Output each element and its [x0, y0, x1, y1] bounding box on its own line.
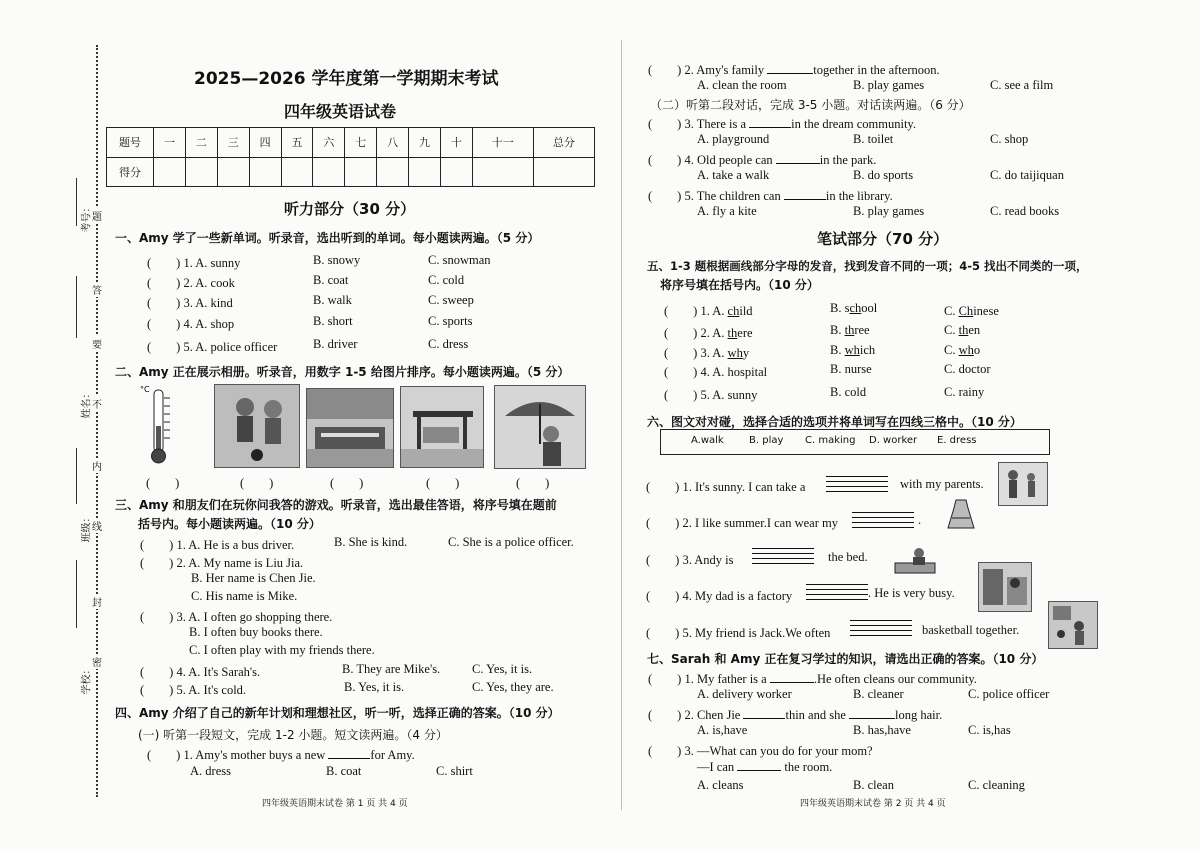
- answer-blank[interactable]: [770, 671, 814, 683]
- picture-family-walk: [998, 462, 1048, 506]
- listening-section-title: 听力部分（30 分）: [284, 200, 416, 218]
- score-cell: 五: [281, 128, 313, 158]
- s2-title: 二、Amy 正在展示相册。听录音，用数字 1-5 给图片排序。每小题读两遍。（5 分）: [115, 365, 570, 379]
- score-input-cell[interactable]: [249, 157, 281, 187]
- score-input-cell[interactable]: [313, 157, 345, 187]
- four-line-grid[interactable]: [826, 476, 888, 492]
- answer-blank[interactable]: [784, 188, 826, 200]
- s4-q3-text-after: in the dream community.: [791, 117, 916, 131]
- s4-q1-b[interactable]: B. coat: [326, 764, 362, 778]
- s6-q4: ( ) 4. My dad is a factory: [646, 589, 793, 603]
- s1-q5[interactable]: ( ) 5. A. police officer: [147, 340, 278, 354]
- picture-basketball: [1048, 601, 1098, 649]
- s2-answer-paren[interactable]: ( ): [330, 476, 364, 490]
- s6-q1-after: with my parents.: [900, 477, 984, 491]
- s4-q3-b[interactable]: B. toilet: [853, 132, 894, 146]
- s5-q4-b[interactable]: B. nurse: [830, 362, 872, 376]
- s7-q1[interactable]: [648, 669, 977, 687]
- score-input-cell[interactable]: [409, 157, 441, 187]
- s4-part1: (一) 听第一段短文，完成 1-2 小题。短文读两遍。（4 分）: [138, 728, 448, 742]
- score-input-cell[interactable]: [154, 157, 186, 187]
- s4-q4[interactable]: [648, 150, 876, 168]
- s7-q1-a[interactable]: A. delivery worker: [697, 687, 792, 701]
- s4-q3-text: ( ) 3. There is a: [648, 117, 747, 131]
- thermo-unit: °C: [140, 385, 150, 394]
- s4-q2-c[interactable]: C. see a film: [990, 78, 1054, 92]
- s4-q4-text-after: in the park.: [819, 153, 877, 167]
- s3-q4-c[interactable]: C. Yes, it is.: [472, 662, 533, 676]
- s1-q5-c[interactable]: C. dress: [428, 337, 469, 351]
- s6-option: A.walk: [691, 435, 724, 446]
- s1-q2-c[interactable]: C. cold: [428, 273, 465, 287]
- s6-q3: ( ) 3. Andy is: [646, 553, 734, 567]
- seal-char: 密: [92, 654, 102, 669]
- s7-q2-b[interactable]: B. has,have: [853, 723, 911, 737]
- exam-subtitle: 四年级英语试卷: [284, 102, 397, 121]
- s4-q4-b[interactable]: B. do sports: [853, 168, 914, 182]
- s4-q5-text: ( ) 5. The children can: [648, 189, 781, 203]
- s7-q1-text: ( ) 1. My father is a: [648, 672, 767, 686]
- answer-blank[interactable]: [849, 707, 895, 719]
- score-cell: 十: [440, 128, 472, 158]
- s5-q5-c[interactable]: C. rainy: [944, 385, 985, 399]
- answer-blank[interactable]: [776, 152, 820, 164]
- s4-q4-a[interactable]: A. take a walk: [697, 168, 770, 182]
- photo-kids-playing-football: [214, 384, 300, 468]
- s4-q5-a[interactable]: A. fly a kite: [697, 204, 757, 218]
- s1-title: 一、Amy 学了一些新单词。听录音，选出听到的单词。每小题读两遍。（5 分）: [115, 231, 540, 245]
- s5-q2-c[interactable]: C. then: [944, 323, 981, 337]
- s3-q1-c[interactable]: C. She is a police officer.: [448, 535, 574, 549]
- s7-q3-line2-after: the room.: [784, 760, 833, 774]
- score-cell: 八: [377, 128, 409, 158]
- s5-q3-b[interactable]: B. which: [830, 343, 876, 357]
- s4-q1[interactable]: [147, 745, 415, 763]
- answer-blank[interactable]: [743, 707, 785, 719]
- score-table: [106, 127, 595, 187]
- s5-q1-c[interactable]: C. Chinese: [944, 304, 999, 318]
- s4-q1-text-after: for Amy.: [370, 748, 415, 762]
- score-input-cell[interactable]: [217, 157, 249, 187]
- s5-q1-b[interactable]: B. school: [830, 301, 878, 315]
- s3-q5-b[interactable]: B. Yes, it is.: [344, 680, 405, 694]
- s5-title-line1: 五、1-3 题根据画线部分字母的发音，找到发音不同的一项；4-5 找出不同类的一项，: [647, 259, 1088, 273]
- s1-q4-c[interactable]: C. sports: [428, 314, 473, 328]
- four-line-grid[interactable]: [850, 620, 912, 636]
- seal-char: 封: [92, 594, 102, 609]
- picture-dress: [944, 498, 978, 530]
- s7-q3-a[interactable]: A. cleans: [697, 778, 744, 792]
- s7-q2-text-after: long hair.: [895, 708, 943, 722]
- s5-q4[interactable]: ( ) 4. A. hospital: [664, 365, 768, 379]
- s1-q2[interactable]: ( ) 2. A. cook: [147, 276, 235, 290]
- score-input-cell[interactable]: [533, 157, 594, 187]
- s6-option: B. play: [749, 435, 784, 446]
- s1-q3-b[interactable]: B. walk: [313, 293, 352, 307]
- s3-q1[interactable]: ( ) 1. A. He is a bus driver.: [140, 538, 295, 552]
- score-cell: 总分: [533, 128, 594, 158]
- s4-q2-a[interactable]: A. clean the room: [697, 78, 787, 92]
- four-line-grid[interactable]: [806, 584, 868, 600]
- s4-q2[interactable]: [648, 60, 940, 78]
- s5-q2[interactable]: ( ) 2. A. there: [664, 326, 753, 340]
- score-cell: 四: [249, 128, 281, 158]
- s7-q3-line2-text: —I can: [697, 760, 735, 774]
- s6-title: 六、图文对对碰，选择合适的选项并将单词写在四线三格中。（10 分）: [647, 415, 1022, 429]
- side-line-4: [76, 560, 77, 628]
- s4-q2-text-after: together in the afternoon.: [813, 63, 940, 77]
- s1-q3[interactable]: ( ) 3. A. kind: [147, 296, 233, 310]
- picture-factory-worker: [978, 562, 1032, 612]
- s4-q4-text: ( ) 4. Old people can: [648, 153, 773, 167]
- s4-q3-c[interactable]: C. shop: [990, 132, 1029, 146]
- photo-bus-stop: [400, 386, 484, 468]
- s1-q1[interactable]: ( ) 1. A. sunny: [147, 256, 241, 270]
- s6-options-box: [660, 429, 1050, 455]
- s5-q5[interactable]: ( ) 5. A. sunny: [664, 388, 758, 402]
- seal-char: 答: [92, 282, 102, 297]
- s1-q3-c[interactable]: C. sweep: [428, 293, 474, 307]
- s6-q3-after: the bed.: [828, 550, 868, 564]
- score-cell: 九: [409, 128, 441, 158]
- s7-q3-b[interactable]: B. clean: [853, 778, 894, 792]
- s3-title-line1: 三、Amy 和朋友们在玩你问我答的游戏。听录音，选出最佳答语，将序号填在题前: [115, 498, 557, 512]
- score-cell: 十一: [472, 128, 533, 158]
- score-table-score-row: [107, 157, 595, 187]
- s4-q3[interactable]: [648, 114, 916, 132]
- score-cell: 二: [185, 128, 217, 158]
- s2-answer-paren[interactable]: ( ): [146, 476, 180, 490]
- score-input-cell[interactable]: [281, 157, 313, 187]
- s4-q1-a[interactable]: A. dress: [190, 764, 231, 778]
- s3-q5-c[interactable]: C. Yes, they are.: [472, 680, 554, 694]
- seal-char: 要: [92, 336, 102, 351]
- page-divider: [621, 40, 622, 810]
- s6-q4-after: . He is very busy.: [868, 586, 955, 600]
- s3-q3-b[interactable]: B. I often buy books there.: [189, 625, 323, 639]
- answer-blank[interactable]: [737, 759, 781, 771]
- picture-making-bed: [893, 545, 937, 577]
- s7-q1-text-after: .He often cleans our community.: [813, 672, 977, 686]
- score-input-cell[interactable]: [377, 157, 409, 187]
- s5-q5-b[interactable]: B. cold: [830, 385, 867, 399]
- score-input-cell[interactable]: [472, 157, 533, 187]
- s3-q4-b[interactable]: B. They are Mike's.: [342, 662, 441, 676]
- s3-q2[interactable]: ( ) 2. A. My name is Liu Jia.: [140, 556, 304, 570]
- s7-q2[interactable]: [648, 705, 942, 723]
- s4-q5-c[interactable]: C. read books: [990, 204, 1060, 218]
- score-cell: 一: [154, 128, 186, 158]
- s4-q2-b[interactable]: B. play games: [853, 78, 925, 92]
- score-cell: 六: [313, 128, 345, 158]
- s4-q3-a[interactable]: A. playground: [697, 132, 770, 146]
- s1-q2-b[interactable]: B. coat: [313, 273, 349, 287]
- s6-q5-after: basketball together.: [922, 623, 1020, 637]
- s3-q3[interactable]: ( ) 3. A. I often go shopping there.: [140, 610, 333, 624]
- s7-q1-b[interactable]: B. cleaner: [853, 687, 904, 701]
- four-line-grid[interactable]: [752, 548, 814, 564]
- s3-q5[interactable]: ( ) 5. A. It's cold.: [140, 683, 247, 697]
- score-input-cell[interactable]: [440, 157, 472, 187]
- four-line-grid[interactable]: [852, 512, 914, 528]
- score-input-cell[interactable]: [185, 157, 217, 187]
- s4-q1-c[interactable]: C. shirt: [436, 764, 473, 778]
- s6-option: D. worker: [869, 435, 918, 446]
- s4-q5-b[interactable]: B. play games: [853, 204, 925, 218]
- s5-q4-c[interactable]: C. doctor: [944, 362, 991, 376]
- s3-q1-b[interactable]: B. She is kind.: [334, 535, 408, 549]
- s7-q3-c[interactable]: C. cleaning: [968, 778, 1025, 792]
- s3-q4[interactable]: ( ) 4. A. It's Sarah's.: [140, 665, 261, 679]
- s6-q2: ( ) 2. I like summer.I can wear my: [646, 516, 838, 530]
- s4-q2-text: ( ) 2. Amy's family: [648, 63, 765, 77]
- s6-q2-after: .: [918, 513, 922, 527]
- s7-title: 七、Sarah 和 Amy 正在复习学过的知识，请选出正确的答案。（10 分）: [647, 652, 1044, 666]
- s4-part2: （二）听第二段对话，完成 3-5 小题。对话读两遍。（6 分）: [650, 98, 971, 112]
- score-input-cell[interactable]: [345, 157, 377, 187]
- page-footer-left: 四年级英语期末试卷 第 1 页 共 4 页: [262, 799, 408, 809]
- seal-char: 线: [92, 518, 102, 533]
- seal-char: 内: [92, 458, 102, 473]
- s3-q2-b[interactable]: B. Her name is Chen Jie.: [191, 571, 316, 585]
- s5-q3[interactable]: ( ) 3. A. why: [664, 346, 750, 360]
- seal-char: 不: [92, 396, 102, 411]
- s7-q2-text: ( ) 2. Chen Jie: [648, 708, 741, 722]
- s2-answer-paren[interactable]: ( ): [516, 476, 550, 490]
- s1-q4[interactable]: ( ) 4. A. shop: [147, 317, 235, 331]
- writing-section-title: 笔试部分（70 分）: [817, 230, 949, 248]
- s5-title-line2: 将序号填在括号内。（10 分）: [660, 278, 819, 292]
- s4-q5[interactable]: [648, 186, 893, 204]
- s6-q1: ( ) 1. It's sunny. I can take a: [646, 480, 806, 494]
- s6-option: E. dress: [937, 435, 977, 446]
- score-cell: 题号: [107, 128, 154, 158]
- s5-q2-b[interactable]: B. three: [830, 323, 870, 337]
- photo-park-playground: [306, 388, 394, 468]
- seal-char: 题: [92, 208, 102, 223]
- s3-q3-c[interactable]: C. I often play with my friends there.: [189, 643, 375, 657]
- page-footer-right: 四年级英语期末试卷 第 2 页 共 4 页: [800, 799, 946, 809]
- s1-q5-b[interactable]: B. driver: [313, 337, 358, 351]
- score-label-cell: 得分: [107, 157, 154, 187]
- s7-q3[interactable]: ( ) 3. —What can you do for your mom?: [648, 744, 873, 758]
- s5-q1[interactable]: ( ) 1. A. child: [664, 304, 753, 318]
- s4-title: 四、Amy 介绍了自己的新年计划和理想社区，听一听，选择正确的答案。（10 分）: [115, 706, 560, 720]
- s4-q1-text: ( ) 1. Amy's mother buys a new: [147, 748, 326, 762]
- s3-q2-c[interactable]: C. His name is Mike.: [191, 589, 298, 603]
- s4-q5-text-after: in the library.: [825, 189, 893, 203]
- s7-q3-line2[interactable]: [697, 759, 832, 775]
- side-line-2: [76, 276, 77, 338]
- s3-title-line2: 括号内。每小题读两遍。（10 分）: [138, 517, 321, 531]
- side-label-banji: 班级：: [81, 512, 93, 543]
- thermometer-image: [140, 384, 184, 468]
- side-line-3: [76, 448, 77, 504]
- s6-q5: ( ) 5. My friend is Jack.We often: [646, 626, 831, 640]
- s5-q3-c[interactable]: C. who: [944, 343, 981, 357]
- score-cell: 三: [217, 128, 249, 158]
- side-label-xuexiao: 学校：: [81, 664, 93, 695]
- s7-q1-c[interactable]: C. police officer: [968, 687, 1050, 701]
- answer-blank[interactable]: [749, 116, 791, 128]
- score-cell: 七: [345, 128, 377, 158]
- s1-q4-b[interactable]: B. short: [313, 314, 353, 328]
- answer-blank[interactable]: [328, 747, 370, 759]
- photo-boy-with-umbrella: [494, 385, 586, 469]
- exam-title: 2025—2026 学年度第一学期期末考试: [194, 69, 499, 89]
- s6-option: C. making: [805, 435, 856, 446]
- answer-blank[interactable]: [767, 62, 813, 74]
- s2-answer-paren[interactable]: ( ): [426, 476, 460, 490]
- side-label-kaohao: 考号：: [81, 202, 93, 233]
- s7-q2-a[interactable]: A. is,have: [697, 723, 748, 737]
- score-table-header-row: [107, 128, 595, 158]
- side-label-xingming: 姓名：: [81, 388, 93, 419]
- s1-q1-c[interactable]: C. snowman: [428, 253, 491, 267]
- s4-q4-c[interactable]: C. do taijiquan: [990, 168, 1064, 182]
- s1-q1-b[interactable]: B. snowy: [313, 253, 361, 267]
- dotted-seal-line: [96, 45, 98, 797]
- s2-answer-paren[interactable]: ( ): [240, 476, 274, 490]
- s7-q2-c[interactable]: C. is,has: [968, 723, 1011, 737]
- s7-q2-text-mid: thin and she: [785, 708, 846, 722]
